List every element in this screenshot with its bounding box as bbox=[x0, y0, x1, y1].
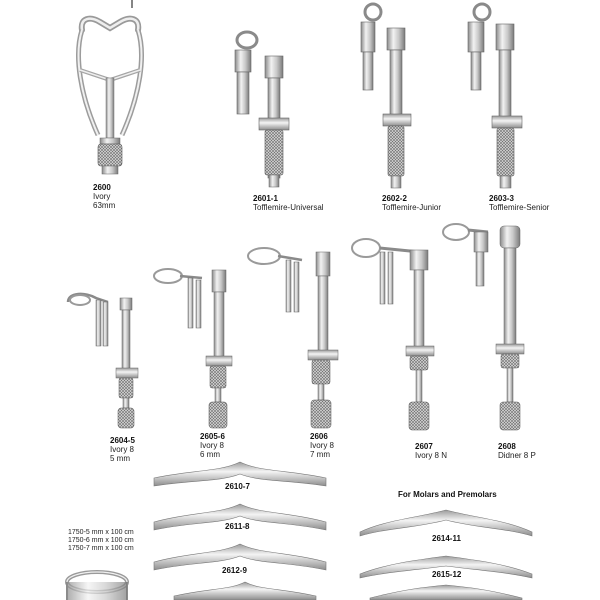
tofflemire-universal-image bbox=[225, 28, 300, 193]
ivory8-7mm-image bbox=[246, 244, 346, 434]
band-code: 2611-8 bbox=[225, 522, 250, 531]
product-desc-line: 7 mm bbox=[310, 450, 330, 459]
band-size-list bbox=[68, 529, 134, 553]
tofflemire-senior-image bbox=[462, 2, 527, 192]
product-desc-line: 63mm bbox=[93, 201, 116, 210]
band-size-item: 1750-7 mm x 100 cm bbox=[68, 545, 134, 552]
product-desc-line: Tofflemire-Senior bbox=[489, 203, 550, 212]
ivory8-5mm-image bbox=[66, 292, 146, 437]
product-desc-line: Ivory 8 bbox=[310, 441, 335, 450]
product-code: 2606 bbox=[310, 432, 328, 441]
product-code: 2607 bbox=[415, 442, 433, 451]
ivory-retainer-image bbox=[60, 0, 170, 185]
product-code: 2600 bbox=[93, 183, 111, 192]
product-code: 2602-2 bbox=[382, 194, 407, 203]
product-desc-line: Tofflemire-Universal bbox=[253, 203, 324, 212]
product-desc-line: Ivory 8 N bbox=[415, 451, 448, 460]
band-code: 2614-11 bbox=[432, 534, 461, 543]
product-code: 2604-5 bbox=[110, 436, 135, 445]
band-roll-image bbox=[62, 570, 132, 600]
band-code: 2612-9 bbox=[222, 566, 247, 575]
matrix-band-image bbox=[366, 585, 526, 600]
tofflemire-junior-image bbox=[355, 2, 415, 192]
product-desc-line: Ivory 8 bbox=[110, 445, 135, 454]
didner-8p-image bbox=[440, 220, 540, 435]
product-code: 2603-3 bbox=[489, 194, 514, 203]
product-code: 2601-1 bbox=[253, 194, 278, 203]
product-desc-line: Ivory 8 bbox=[200, 441, 225, 450]
product-desc-line: Didner 8 P bbox=[498, 451, 536, 460]
product-desc-line: 6 mm bbox=[200, 450, 220, 459]
product-code: 2608 bbox=[498, 442, 516, 451]
band-code: 2615-12 bbox=[432, 570, 462, 579]
product-desc-line: Tofflemire-Junior bbox=[382, 203, 441, 212]
band-code: 2610-7 bbox=[225, 482, 250, 491]
ivory8n-image bbox=[350, 236, 445, 436]
matrix-band-image bbox=[170, 582, 320, 600]
ivory8-6mm-image bbox=[152, 264, 242, 434]
product-code: 2605-6 bbox=[200, 432, 225, 441]
product-desc-line: Ivory bbox=[93, 192, 111, 201]
band-size-item: 1750-5 mm x 100 cm bbox=[68, 529, 134, 536]
product-desc-line: 5 mm bbox=[110, 454, 130, 463]
band-size-item: 1750-6 mm x 100 cm bbox=[68, 537, 134, 544]
molars-heading: For Molars and Premolars bbox=[398, 490, 497, 499]
